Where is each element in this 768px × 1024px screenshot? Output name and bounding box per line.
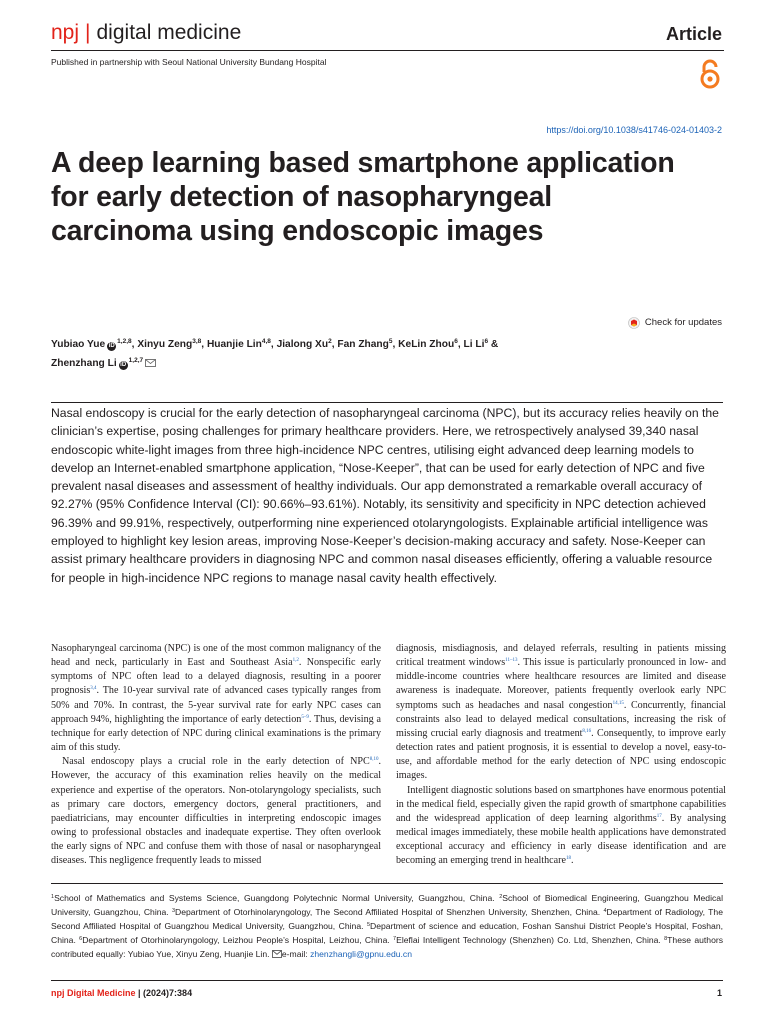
affiliation-text: Eleflai Intelligent Technology (Shenzhen) Co. Ltd, Shenzhen, China. [396, 935, 665, 946]
body-text: . Nonspecific early symptoms of NPC often lead to a delayed diagnosis, resulting in a poorer prognosis [51, 657, 382, 697]
body-text: . Concurrently, financial constraints also lead to delayed medical consultations, increasing the risk of missing crucial early diagnosis and treatment [396, 699, 726, 739]
author-separator: , [457, 339, 464, 350]
author-separator: & [488, 339, 499, 350]
author-name[interactable]: Fan Zhang [337, 339, 389, 350]
article-title: A deep learning based smartphone application for early detection of nasopharyngeal carcinoma using endoscopic images [51, 147, 675, 247]
email-link[interactable]: zhenzhangli@gpnu.edu.cn [310, 949, 412, 960]
affiliation-number: 4 [603, 908, 607, 915]
author-affiliation-marks: 1,2,7 [128, 356, 144, 364]
footer-citation [51, 987, 192, 999]
page-number: 1 [716, 988, 722, 998]
body-paragraph [396, 642, 726, 784]
body-column-right [396, 642, 726, 869]
body-text: . Thus, devising a technique for early detection of NPC during clinical examinations is the primary aim of this study. [51, 713, 381, 754]
body-text: . This issue is particularly pronounced in low- and middle-income countries where healthcare resources are limited and disease awareness is inadequate. Moreover, patients frequently overlook early NPC symptoms such as headaches and nasal congestion [396, 657, 726, 711]
affiliation-number: 3 [171, 908, 176, 915]
footer-rule [51, 980, 723, 981]
author-affiliation-marks: 6 [484, 338, 489, 345]
journal-name[interactable] [51, 20, 241, 46]
author-name[interactable]: Xinyu Zeng [137, 339, 193, 350]
author-separator: , [131, 339, 138, 350]
doi-link[interactable]: https://doi.org/10.1038/s41746-024-01403-2 [546, 125, 722, 135]
open-access-lock-icon [698, 58, 722, 90]
author-name[interactable]: Jialong Xu [276, 339, 329, 350]
author-separator: , [270, 339, 277, 350]
body-text: diagnosis, misdiagnosis, and delayed referrals, resulting in patients missing critical treatment windows [396, 643, 726, 669]
affiliation-text: Department of Otorhinolaryngology, Leizhou People’s Hospital, Leizhou, China. [82, 935, 394, 946]
author-affiliation-marks: 4,8 [261, 338, 271, 345]
author-name[interactable]: KeLin Zhou [398, 339, 455, 350]
citation-ref[interactable]: 18 [565, 856, 571, 862]
author-separator: , [331, 339, 338, 350]
body-text: . [570, 855, 574, 867]
body-column-left [51, 642, 381, 869]
citation-ref[interactable]: 8,10 [369, 757, 379, 763]
affiliations [51, 891, 723, 961]
citation-ref[interactable]: 5–9 [301, 714, 309, 720]
orcid-icon[interactable]: iD [108, 343, 115, 349]
orcid-icon[interactable]: iD [120, 361, 127, 368]
citation-ref[interactable]: 17 [656, 813, 662, 819]
footnote-rule [51, 883, 723, 884]
body-text: Nasal endoscopy plays a crucial role in the early detection of NPC [62, 756, 370, 768]
body-paragraph [51, 642, 381, 755]
affiliation-number: 1 [51, 894, 55, 900]
affiliation-text: These authors contributed equally: Yubiao Yue, Xinyu Zeng, Huanjie Lin. [51, 935, 724, 960]
author-list [51, 336, 551, 373]
author-name[interactable]: Huanjie Lin [206, 339, 262, 350]
author-name[interactable]: Li Li [463, 339, 485, 350]
email-label: e-mail: [281, 949, 311, 960]
affiliation-text: School of Biomedical Engineering, Guangzhou Medical University, Guangzhou, China. [51, 893, 723, 918]
affiliation-number: 5 [366, 922, 371, 929]
footer-journal[interactable]: npj Digital Medicine [51, 988, 136, 998]
citation-ref[interactable]: 8,16 [582, 728, 592, 734]
check-updates-button[interactable] [628, 316, 722, 330]
author-separator: , [201, 339, 207, 350]
author-affiliation-marks: 6 [454, 338, 458, 345]
body-text: . Consequently, to improve early detection rates and patient prognosis, it is essential to develop a novel, easy-to-use, and affordable method for the early detection of NPC using endoscopic images. [396, 727, 726, 782]
author-affiliation-marks: 2 [328, 338, 332, 345]
affiliation-text: Department of Otorhinolaryngology, The Second Affiliated Hospital of Shenzhen University, Shenzhen, China. [175, 907, 604, 918]
author-affiliation-marks: 1,2,8 [117, 338, 132, 345]
affiliation-number: 6 [79, 936, 83, 943]
header-rule [51, 50, 724, 51]
author-separator: , [392, 339, 399, 350]
author-affiliation-marks: 5 [388, 338, 393, 345]
affiliation-text: School of Mathematics and Systems Science, Guangdong Polytechnic Normal University, Guangzhou, China. [54, 893, 500, 903]
affiliation-text: Department of Radiology, The Second Affiliated Hospital of Guangzhou Medical University, Guangzhou, China. [51, 907, 723, 932]
author-name[interactable]: Yubiao Yue [51, 339, 106, 350]
body-paragraph [51, 755, 381, 868]
citation-ref[interactable]: 11–13 [505, 658, 518, 664]
citation-ref[interactable]: 14,15 [612, 700, 624, 706]
citation-ref[interactable]: 3,4 [90, 686, 97, 692]
email-icon [272, 950, 282, 958]
body-text: . By analysing medical images immediately, these mobile health applications have demonstrated exceptional accuracy and efficiency in early disease identification and are becoming an emerging trend in healthcare [396, 812, 726, 867]
affiliation-number: 8 [664, 936, 668, 943]
journal-separator: | [85, 21, 91, 44]
affiliation-number: 2 [499, 894, 503, 900]
citation-ref[interactable]: 1,2 [292, 658, 299, 664]
author-affiliation-marks: 3,8 [192, 338, 202, 345]
footer-volume: | (2024)7:384 [135, 988, 193, 998]
body-text: Nasopharyngeal carcinoma (NPC) is one of the most common malignancy of the head and neck, particularly in East and Southeast Asia [51, 643, 381, 669]
body-text: . The 10-year survival rate of advanced cases typically ranges from 50% and 70%. In contrast, the 5-year survival rate for early NPC cases can approach 94%, highlighting the importance of early detection [51, 685, 381, 725]
journal-prefix: npj [51, 21, 80, 44]
body-text: Intelligent diagnostic solutions based on smartphones have enormous potential in the medical field, especially given the rapid growth of smartphone capabilities and the widespread application of deep learning algorithms [396, 784, 726, 824]
email-envelope-icon[interactable] [145, 359, 156, 367]
partnership-note: Published in partnership with Seoul National University Bundang Hospital [51, 57, 327, 67]
abstract [51, 402, 723, 587]
crossmark-icon [628, 317, 640, 329]
abstract-text: Nasal endoscopy is crucial for the early detection of nasopharyngeal carcinoma (NPC), but its accuracy relies heavily on the clinician’s expertise, posing challenges for primary healthcare providers. Here, we retrospectively analysed 39,340 nasal endoscopic white-light images from three high-incidence NPC centres, utilising eight advanced deep learning models to develop an Internet-enabled smartphone application, “Nose-Keeper”, that can be used for early detection of NPC and five prevalent nasal diseases and assessment of healthy individuals. Our app demonstrated a remarkable overall accuracy of 92.27% (95% Confidence Interval (CI): 90.66%–93.61%). Notably, its sensitivity and specificity in NPC detection achieved 96.39% and 99.91%, respectively, outperforming nine experienced otolaryngologists. Explainable artificial intelligence was employed to highlight key lesion areas, improving Nose-Keeper’s decision-making accuracy and safety. Nose-Keeper can assist primary healthcare providers in diagnosing NPC and common nasal diseases efficiently, offering a valuable resource for people in high-incidence NPC regions to manage nasal cavity health effectively. [51, 406, 719, 585]
journal-title: digital medicine [96, 21, 242, 44]
body-text: . However, the accuracy of this examination relies heavily on the medical experience and expertise of the operators. Non-otolaryngology specialists, such as primary care doctors, emergency doctors, general practitioners, and paediatricians, may encounter difficulties in interpreting endoscopic images owing to professional obstacles and inadequate expertise. They often overlook the early signs of NPC and confuse them with those of nasal or nasopharyngeal diseases. This negligence frequently leads to missed [51, 756, 381, 867]
affiliation-number: 7 [393, 936, 397, 943]
check-updates-label: Check for updates [644, 317, 722, 328]
author-name[interactable]: Zhenzhang Li [51, 357, 117, 369]
body-paragraph [396, 784, 726, 869]
affiliation-text: Department of science and education, Foshan Sanshui District People’s Hospital, Foshan, China. [51, 921, 723, 946]
article-type: Article [665, 24, 722, 44]
